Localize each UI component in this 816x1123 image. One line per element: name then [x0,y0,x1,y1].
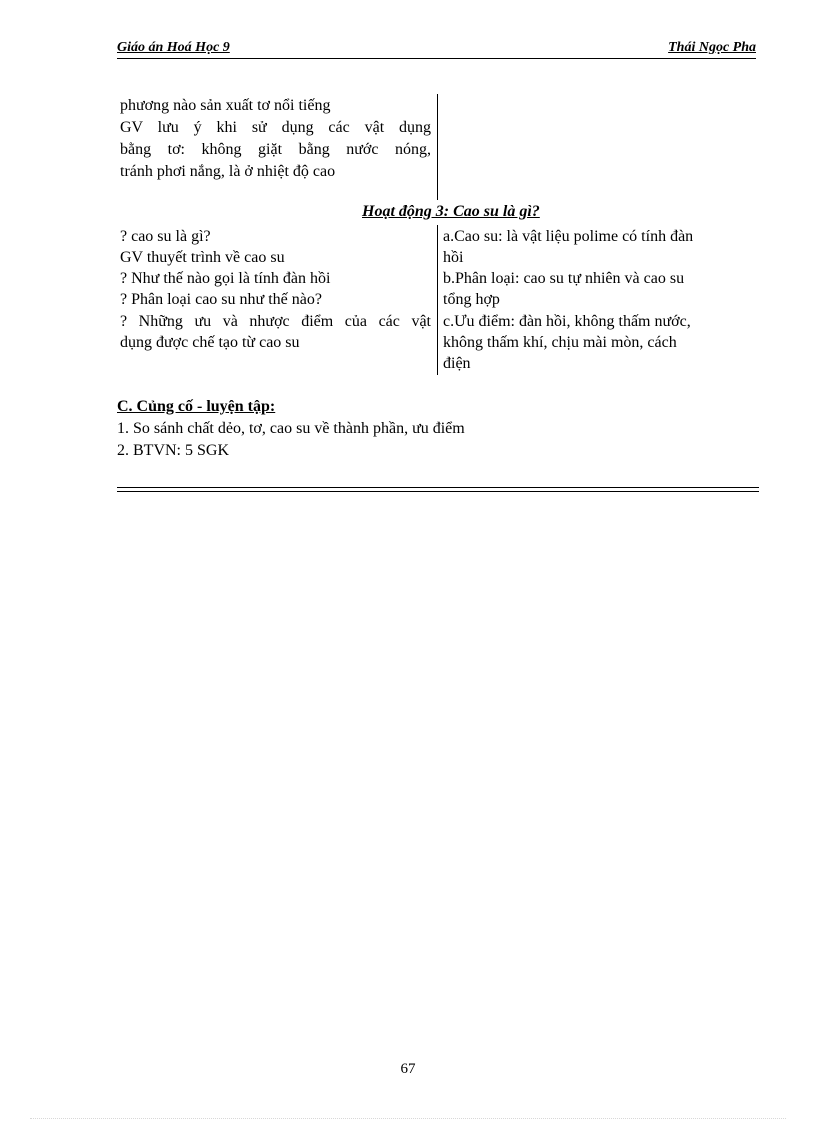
activity-3-right-line: a.Cao su: là vật liệu polime có tính đàn [443,228,694,245]
header-author: Thái Ngọc Pha [668,40,756,55]
section-divider [117,487,759,492]
table1-left-line: phương nào sản xuất tơ nổi tiếng [120,97,331,114]
header-course-title: Giáo án Hoá Học 9 [117,40,230,55]
table-column-divider [437,225,438,375]
activity-3-right-line: tổng hợp [443,291,500,308]
page-bottom-dotted-line [30,1118,786,1119]
consolidation-title: C. Củng cố - luyện tập: [117,398,276,415]
table1-left-line: GV lưu ý khi sử dụng các vật dụng [120,119,431,136]
consolidation-item: 1. So sánh chất dẻo, tơ, cao su về thành phần, ưu điểm [117,420,465,437]
page-number: 67 [400,1061,416,1077]
activity-3-title: Hoạt động 3: Cao su là gì? [362,203,540,220]
table1-left-line: bằng tơ: không giặt bằng nước nóng, [120,141,431,158]
table-column-divider [437,94,438,200]
activity-3-right-line: điện [443,355,471,372]
activity-3-left-line: ? Phân loại cao su như thế nào? [120,291,322,308]
activity-3-left-line: GV thuyết trình về cao su [120,249,285,266]
activity-3-right-line: hồi [443,249,464,266]
activity-3-left-line: ? Những ưu và nhược điểm của các vật [120,313,431,330]
consolidation-item: 2. BTVN: 5 SGK [117,442,230,459]
activity-3-right-line: b.Phân loại: cao su tự nhiên và cao su [443,270,685,287]
activity-3-right-line: không thấm khí, chịu mài mòn, cách [443,334,677,351]
activity-3-left-line: dụng được chế tạo từ cao su [120,334,300,351]
activity-3-left-line: ? Như thế nào gọi là tính đàn hồi [120,270,331,287]
activity-3-right-line: c.Ưu điểm: đàn hồi, không thấm nước, [443,313,691,330]
page-header [117,40,756,59]
activity-3-left-line: ? cao su là gì? [120,228,211,245]
table1-left-line: tránh phơi nắng, là ở nhiệt độ cao [120,163,336,180]
